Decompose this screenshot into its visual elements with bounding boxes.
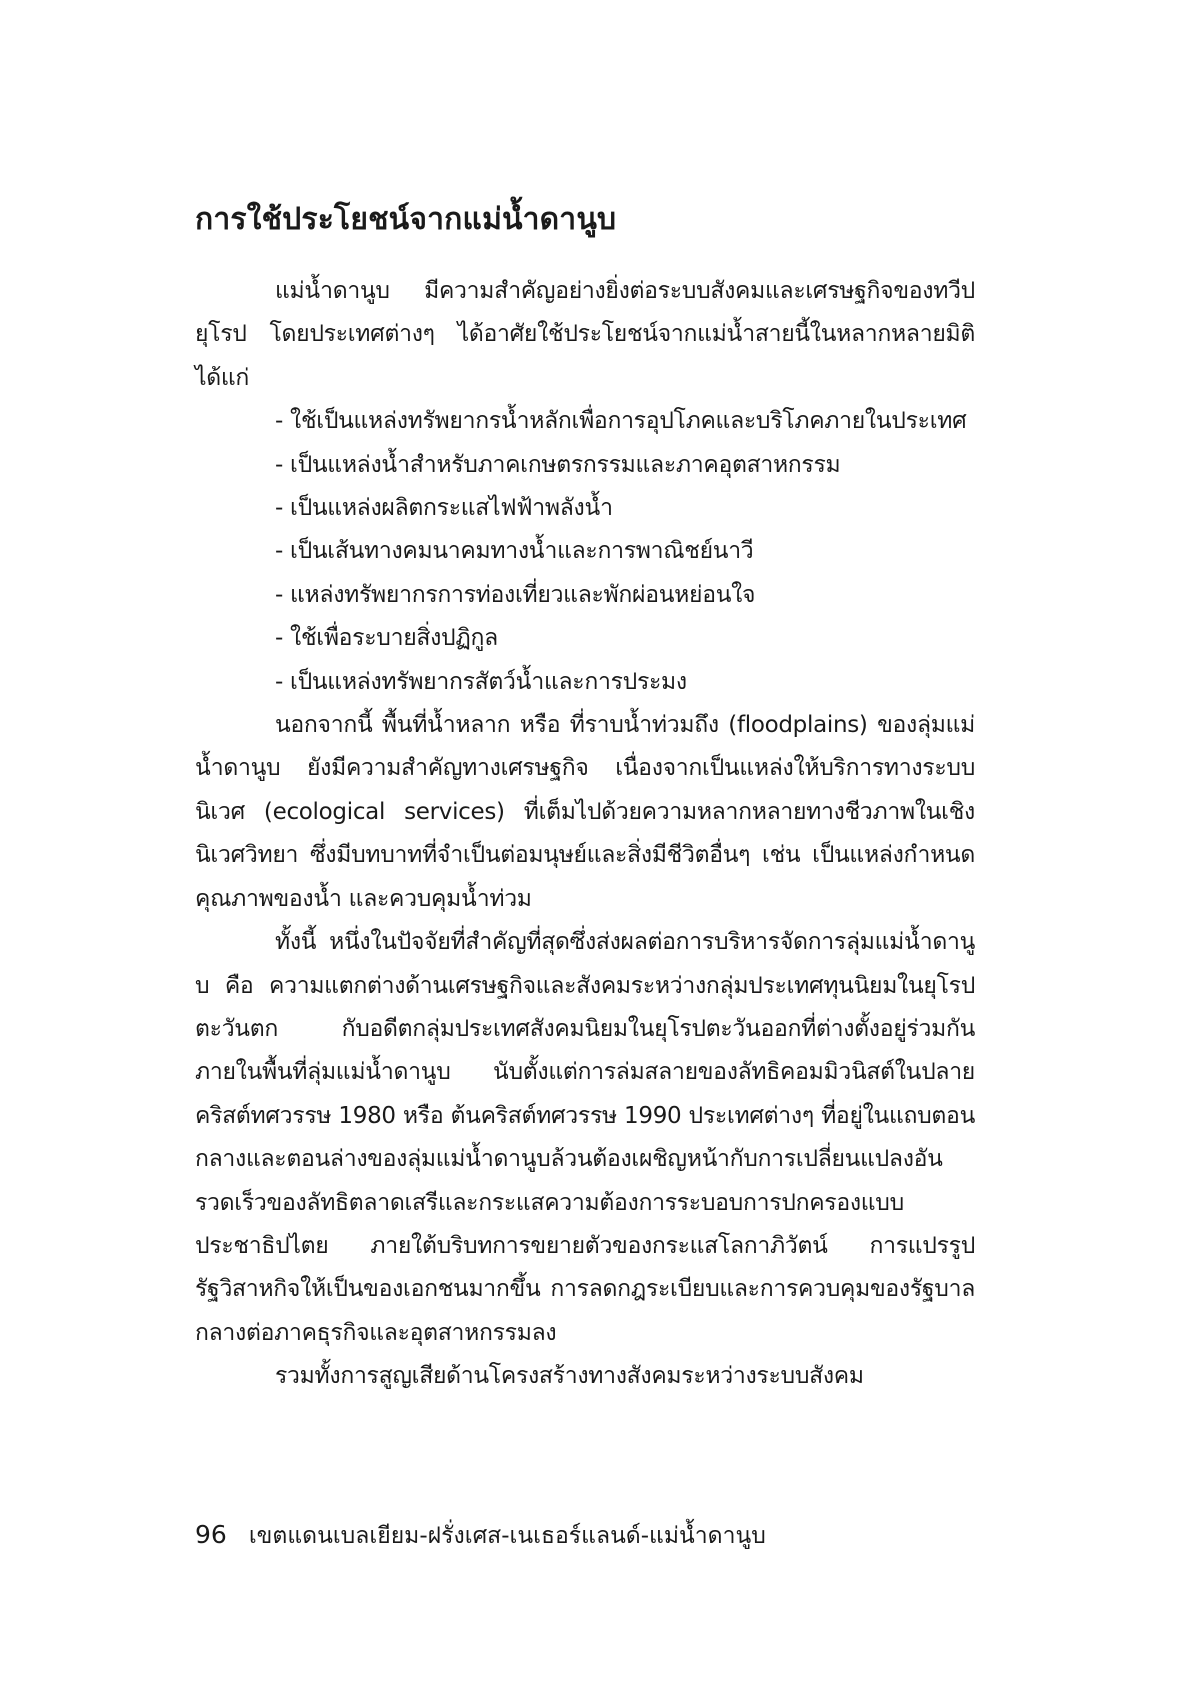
page-number: 96 <box>195 1520 227 1549</box>
floodplains-paragraph: นอกจากนี้ พื้นที่น้ำหลาก หรือ ที่ราบน้ำท่วมถึง (floodplains) ของลุ่มแม่น้ำดานูบ ยังมีความสำคัญทางเศรษฐกิจ เนื่องจากเป็นแหล่งให้บริการทางระบบนิเวศ (ecological services) ที่เต็มไปด้วยความหลากหลายทางชีวภาพในเชิงนิเวศวิทยา ซึ่งมีบทบาทที่จำเป็นต่อมนุษย์และสิ่งมีชีวิตอื่นๆ เช่น เป็นแหล่งกำหนดคุณภาพของน้ำ และควบคุมน้ำท่วม <box>195 712 975 912</box>
running-title: เขตแดนเบลเยียม-ฝรั่งเศส-เนเธอร์แลนด์-แม่น้ำดานูบ <box>248 1523 766 1549</box>
intro-paragraph: แม่น้ำดานูบ มีความสำคัญอย่างยิ่งต่อระบบสังคมและเศรษฐกิจของทวีปยุโรป โดยประเทศต่างๆ ได้อาศัยใช้ประโยชน์จากแม่น้ำสายนี้ในหลากหลายมิติ ได้แก่ <box>195 278 975 391</box>
uses-list <box>195 400 975 704</box>
list-item: - ใช้เป็นแหล่งทรัพยากรน้ำหลักเพื่อการอุปโภคและบริโภคภายในประเทศ <box>275 408 967 435</box>
list-item: - เป็นแหล่งผลิตกระแสไฟฟ้าพลังน้ำ <box>275 495 613 522</box>
list-item: - แหล่งทรัพยากรการท่องเที่ยวและพักผ่อนหย่อนใจ <box>275 581 756 608</box>
list-item: - เป็นแหล่งน้ำสำหรับภาคเกษตรกรรมและภาคอุตสาหกรรม <box>275 451 841 478</box>
disparity-paragraph: ทั้งนี้ หนึ่งในปัจจัยที่สำคัญที่สุดซึ่งส่งผลต่อการบริหารจัดการลุ่มแม่น้ำดานูบ คือ ความแตกต่างด้านเศรษฐกิจและสังคมระหว่างกลุ่มประเทศทุนนิยมในยุโรปตะวันตก กับอดีตกลุ่มประเทศสังคมนิยมในยุโรปตะวันออกที่ต่างตั้งอยู่ร่วมกันภายในพื้นที่ลุ่มแม่น้ำดานูบ นับตั้งแต่การล่มสลายของลัทธิคอมมิวนิสต์ในปลายคริสต์ทศวรรษ 1980 หรือ ต้นคริสต์ทศวรรษ 1990 ประเทศต่างๆ ที่อยู่ในแถบตอนกลางและตอนล่างของลุ่มแม่น้ำดานูบล้วนต้องเผชิญหน้ากับการเปลี่ยนแปลงอันรวดเร็วของลัทธิตลาดเสรีและกระแสความต้องการระบอบการปกครองแบบประชาธิปไตย ภายใต้บริบทการขยายตัวของกระแสโลกาภิวัตน์ การแปรรูปรัฐวิสาหกิจให้เป็นของเอกชนมากขึ้น การลดกฎระเบียบและการควบคุมของรัฐบาลกลางต่อภาคธุรกิจและอุตสาหกรรมลง <box>195 929 975 1346</box>
list-item: - เป็นเส้นทางคมนาคมทางน้ำและการพาณิชย์นาวี <box>275 538 754 565</box>
section-heading: การใช้ประโยชน์จากแม่น้ำดานูบ <box>195 202 617 238</box>
page-footer <box>195 1515 995 1556</box>
list-item: - ใช้เพื่อระบายสิ่งปฏิกูล <box>275 625 498 652</box>
list-item: - เป็นแหล่งทรัพยากรสัตว์น้ำและการประมง <box>275 668 687 695</box>
body-text <box>195 270 975 1399</box>
closing-paragraph: รวมทั้งการสูญเสียด้านโครงสร้างทางสังคมระหว่างระบบสังคม <box>275 1363 864 1390</box>
